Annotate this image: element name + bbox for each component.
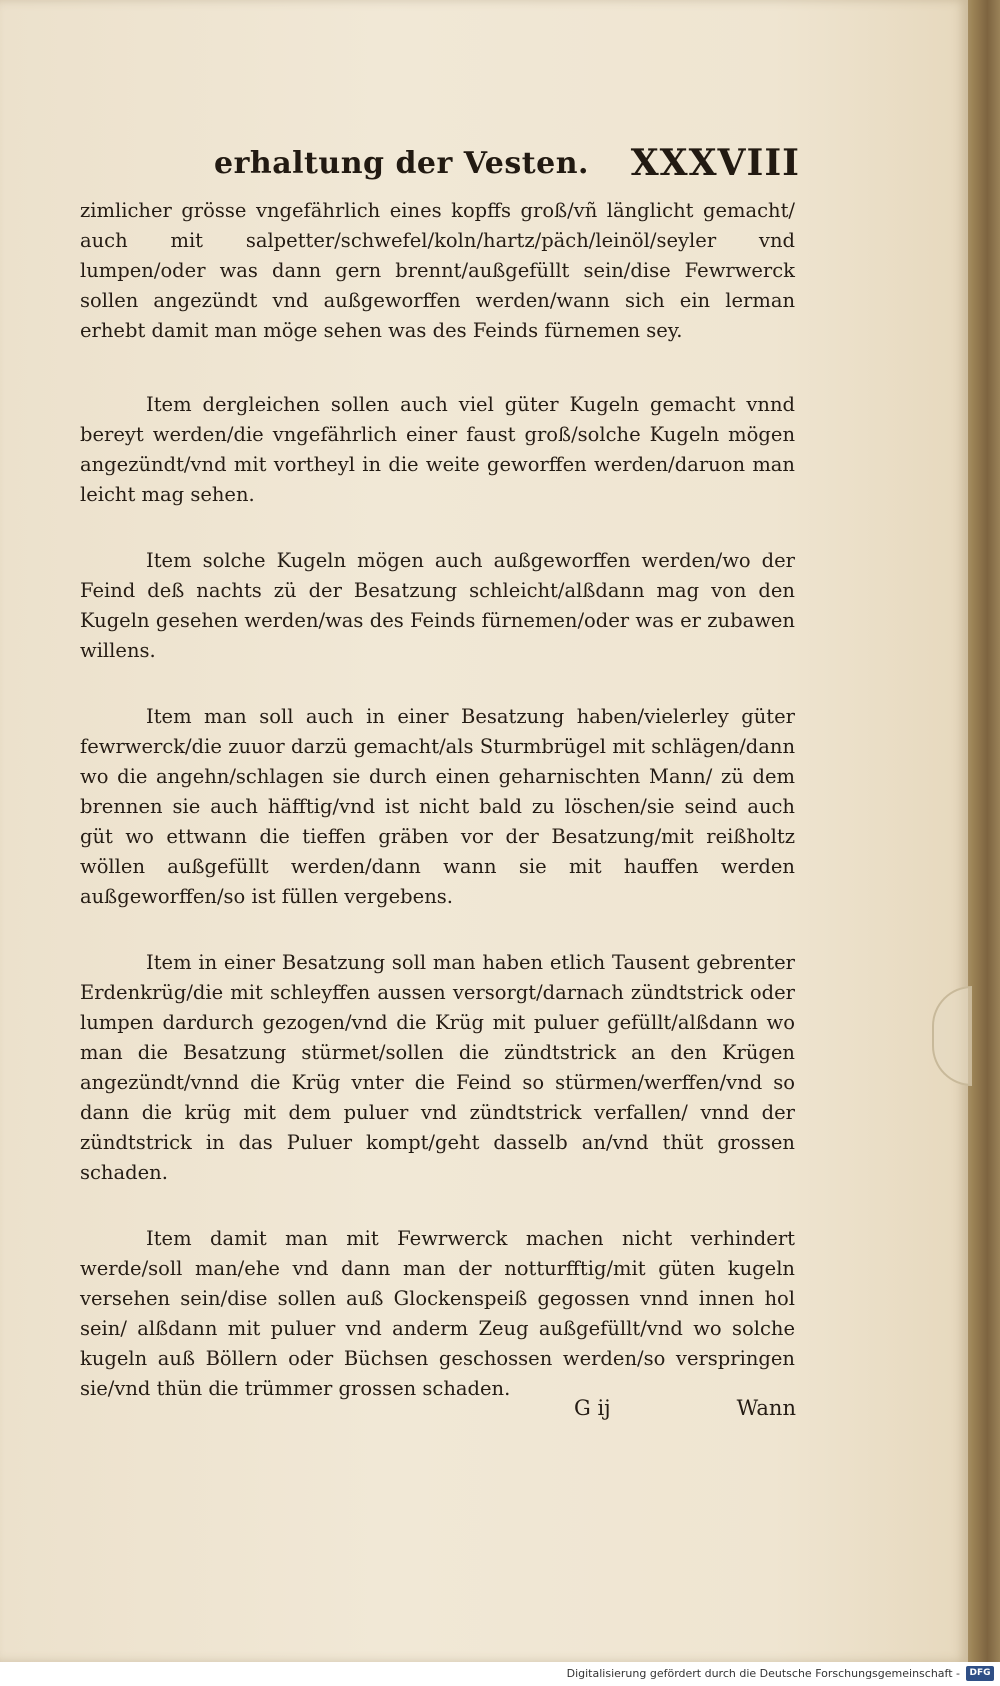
dfg-logo: DFG [966,1666,994,1681]
paragraph: Item damit man mit Fewrwerck machen nicht verhindert werde/soll man/ehe vnd dann man der notturfftig/mit güten kugeln versehen sein/dise sollen auß Glockenspeiß gegossen vnnd innen hol sein/ alßdann mit puluer vnd anderm Zeug außgefüllt/vnd wo solche kugeln auß Böllern oder Büchsen geschossen werden/so verspringen sie/vnd thün die trümmer grossen schaden. [80,1227,795,1400]
catchword: Wann [736,1396,796,1420]
body-text [80,196,795,1440]
folio-number: XXXVIII [630,142,800,184]
page-header [200,142,800,192]
paragraph: Item in einer Besatzung soll man haben etlich Tausent gebrenter Erdenkrüg/die mit schleyffen aussen versorgt/darnach zündtstrick oder lumpen dardurch gezogen/vnd die Krüg mit puluer gefüllt/alßdann wo man die Besatzung stürmet/sollen die zündtstrick an den Krügen angezündt/vnnd die Krüg vnter die Feind so stürmen/werffen/vnd so dann die krüg mit dem puluer vnd zündtstrick verfallen/ vnnd der zündtstrick in das Puluer kompt/geht dasselb an/vnd thüt grossen schaden. [80,951,795,1184]
funding-note: Digitalisierung gefördert durch die Deutsche Forschungsgemeinschaft - [566,1667,960,1680]
paragraph: Item dergleichen sollen auch viel güter Kugeln gemacht vnnd bereyt werden/die vngefährlich einer faust groß/solche Kugeln mögen angezündt/vnd mit vortheyl in die weite geworffen werden/daruon man leicht mag sehen. [80,393,795,506]
paragraph: zimlicher grösse vngefährlich eines kopffs groß/vñ länglicht gemacht/ auch mit salpetter/schwefel/koln/hartz/päch/leinöl/seyler vnd lumpen/oder was dann gern brennt/außgefüllt sein/dise Fewrwerck sollen angezündt vnd außgeworffen werden/wann sich ein lerman erhebt damit man möge sehen was des Feinds fürnemen sey. [80,199,795,342]
catchline [574,1396,796,1430]
signature-mark: G ij [574,1396,611,1420]
running-title: erhaltung der Vesten. [214,146,589,181]
digitization-footer [0,1662,1000,1686]
paragraph: Item man soll auch in einer Besatzung haben/vielerley güter fewrwerck/die zuuor darzü gemacht/als Sturmbrügel mit schlägen/dann wo die angehn/schlagen sie durch einen geharnischten Mann/ zü dem brennen sie auch häfftig/vnd ist nicht bald zu löschen/sie seind auch güt wo ettwann die tieffen gräben vor der Besatzung/mit reißholtz wöllen außgefüllt werden/dann wann sie mit hauffen werden außgeworffen/so ist füllen vergebens. [80,705,795,908]
paragraph: Item solche Kugeln mögen auch außgeworffen werden/wo der Feind deß nachts zü der Besatzung schleicht/alßdann mag von den Kugeln gesehen werden/was des Feinds fürnemen/oder was er zubawen willens. [80,549,795,662]
page-clip [932,986,972,1086]
